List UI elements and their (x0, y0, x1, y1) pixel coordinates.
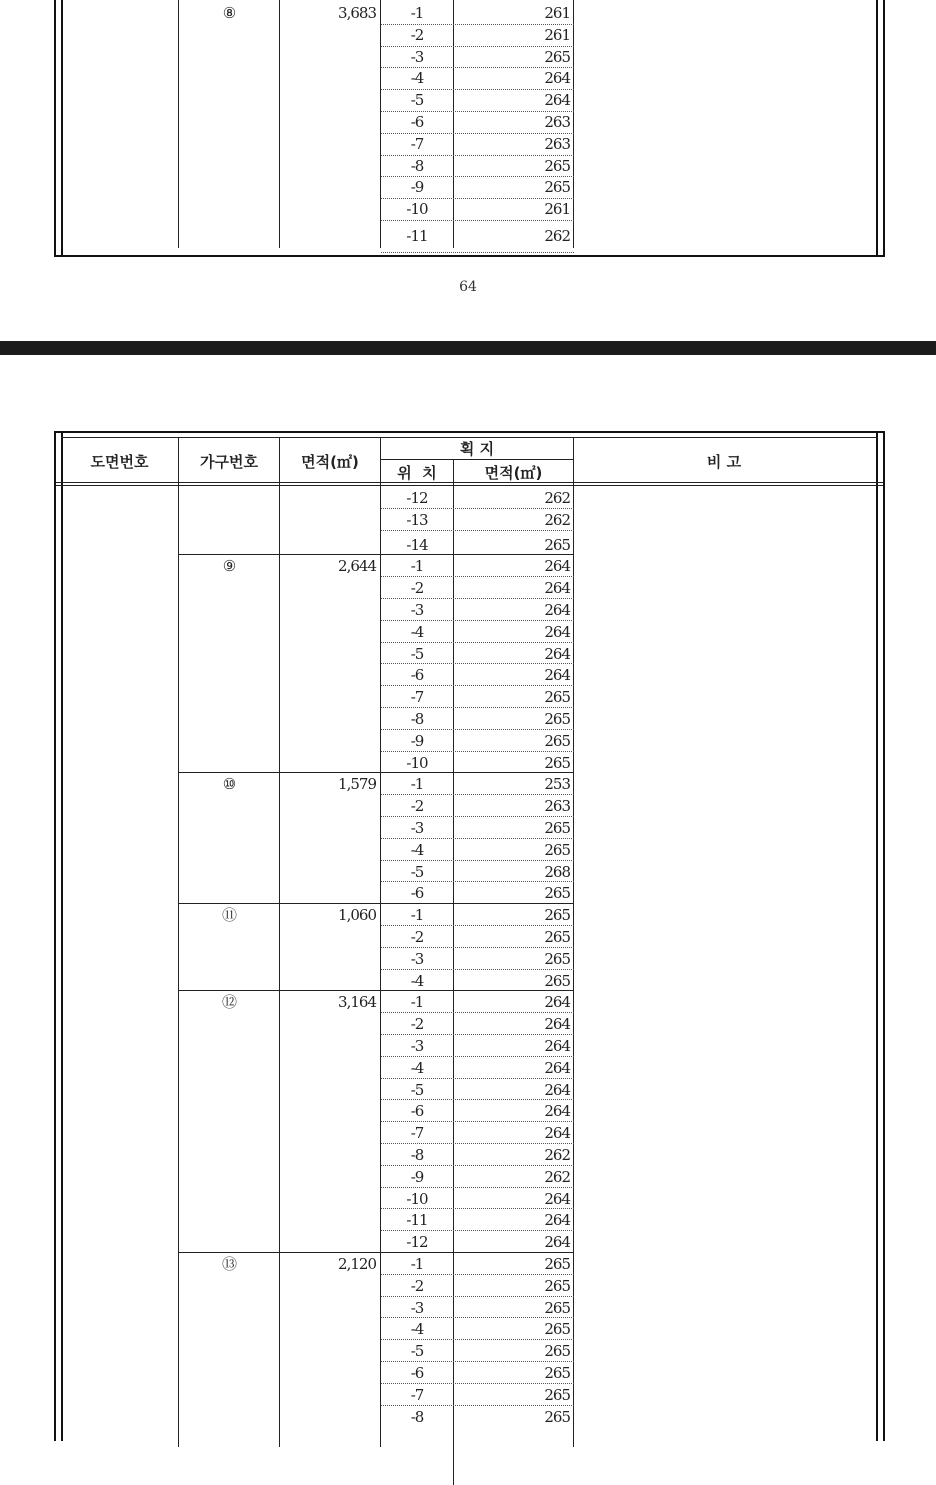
lot-position: -5 (410, 862, 424, 881)
lot-position: -5 (410, 1080, 424, 1099)
lot-area: 265 (544, 906, 570, 925)
lot-area: 265 (544, 1407, 570, 1426)
block-area: 1,060 (338, 906, 376, 925)
lot-position: -7 (410, 1124, 424, 1143)
lot-position: -1 (410, 775, 424, 794)
header-position: 위 치 (397, 464, 437, 482)
lot-position: -1 (410, 1255, 424, 1273)
lot-position: -2 (410, 579, 424, 598)
lot-area: 265 (544, 47, 570, 66)
lot-position: -3 (410, 47, 424, 66)
lot-position: -1 (410, 993, 424, 1012)
lot-position: -12 (406, 489, 428, 507)
lot-position: -2 (410, 797, 424, 816)
lot-area: 262 (544, 510, 570, 529)
lot-position: -3 (410, 1298, 424, 1317)
lot-position: -8 (410, 1146, 424, 1164)
lot-area: 264 (544, 1124, 570, 1143)
lot-area: 265 (544, 753, 570, 772)
lot-area: 262 (544, 1167, 570, 1186)
block-area: 3,164 (338, 993, 376, 1012)
lot-area: 264 (544, 622, 570, 641)
lot-position: -9 (410, 1167, 424, 1186)
lot-area: 262 (544, 1146, 570, 1164)
lot-position: -6 (410, 1364, 424, 1382)
lot-area: 265 (544, 949, 570, 968)
lot-area: 265 (544, 731, 570, 750)
lot-area: 262 (544, 227, 570, 245)
row-separator (381, 530, 574, 531)
table-inner-border-left (61, 0, 63, 255)
lot-position: -4 (410, 840, 424, 859)
block-number: ⑧ (222, 4, 236, 22)
lot-area: 264 (544, 1233, 570, 1252)
lot-area: 264 (544, 601, 570, 619)
lot-table (54, 431, 885, 1441)
row-separator (381, 220, 574, 221)
lot-position: -4 (410, 1320, 424, 1339)
page-break-bar (0, 341, 936, 355)
lot-area: 264 (544, 1102, 570, 1121)
lot-position: -4 (410, 69, 424, 88)
block-number: ⑨ (222, 557, 236, 576)
lot-area: 264 (544, 69, 570, 88)
column-divider (573, 0, 574, 248)
column-divider (178, 437, 179, 1447)
lot-area: 264 (544, 1015, 570, 1034)
lot-area: 265 (544, 971, 570, 990)
lot-area: 265 (544, 710, 570, 728)
table-inner-border-right (876, 433, 878, 1441)
lot-area: 264 (544, 91, 570, 110)
lot-position: -6 (410, 113, 424, 131)
lot-position: -5 (410, 644, 424, 663)
header-area: 면적(㎡) (301, 453, 359, 471)
column-divider (279, 0, 280, 248)
lot-position: -5 (410, 91, 424, 110)
lot-position: -4 (410, 971, 424, 990)
block-number: ⑩ (222, 775, 236, 794)
lot-position: -14 (406, 535, 428, 554)
lot-position: -7 (410, 688, 424, 707)
block-number: ⑬ (221, 1255, 236, 1273)
lot-position: -6 (410, 666, 424, 685)
header-remarks: 비 고 (706, 453, 742, 471)
lot-area: 265 (544, 688, 570, 707)
lot-area: 265 (544, 1364, 570, 1382)
row-separator (381, 252, 574, 253)
lot-area: 261 (544, 4, 570, 22)
lot-area: 261 (544, 200, 570, 219)
lot-area: 264 (544, 993, 570, 1012)
header-map-number: 도면번호 (90, 453, 149, 471)
lot-area: 268 (544, 862, 570, 881)
table-fragment-page-64 (54, 0, 885, 257)
header-lot-group: 획 지 (459, 440, 495, 458)
column-divider (178, 0, 179, 248)
lot-area: 265 (544, 840, 570, 859)
lot-area: 265 (544, 819, 570, 837)
lot-position: -6 (410, 884, 424, 903)
block-area: 2,120 (338, 1255, 376, 1273)
lot-position: -2 (410, 25, 424, 44)
lot-position: -1 (410, 557, 424, 576)
lot-area: 262 (544, 489, 570, 507)
block-area: 1,579 (338, 775, 376, 794)
lot-position: -12 (406, 1233, 428, 1252)
lot-position: -10 (406, 753, 428, 772)
lot-position: -13 (406, 510, 428, 529)
lot-position: -2 (410, 1276, 424, 1295)
lot-position: -10 (406, 200, 428, 219)
lot-area: 263 (544, 134, 570, 153)
lot-area: 265 (544, 178, 570, 197)
lot-area: 264 (544, 1211, 570, 1230)
column-divider (279, 437, 280, 1447)
lot-area: 261 (544, 25, 570, 44)
lot-position: -6 (410, 1102, 424, 1121)
lot-area: 265 (544, 928, 570, 946)
lot-area: 264 (544, 1080, 570, 1099)
lot-position: -3 (410, 601, 424, 619)
lot-position: -1 (410, 906, 424, 925)
lot-area: 265 (544, 1320, 570, 1339)
lot-area: 253 (544, 775, 570, 794)
lot-area: 265 (544, 535, 570, 554)
lot-position: -8 (410, 710, 424, 728)
lot-position: -9 (410, 178, 424, 197)
lot-area: 264 (544, 1058, 570, 1077)
lot-area: 263 (544, 113, 570, 131)
block-area: 2,644 (338, 557, 376, 576)
block-number: ⑫ (221, 993, 236, 1012)
lot-area: 265 (544, 1342, 570, 1361)
lot-area: 264 (544, 644, 570, 663)
lot-area: 264 (544, 557, 570, 576)
lot-area: 263 (544, 797, 570, 816)
table-inner-border-right (876, 0, 878, 255)
lot-area: 265 (544, 1255, 570, 1273)
lot-position: -4 (410, 1058, 424, 1077)
table-inner-border-left (61, 433, 63, 1441)
lot-position: -4 (410, 622, 424, 641)
lot-position: -11 (406, 227, 428, 245)
header-bottom-rule (56, 485, 883, 486)
lot-position: -7 (410, 1385, 424, 1404)
lot-area: 265 (544, 884, 570, 903)
lot-position: -10 (406, 1189, 428, 1208)
lot-position: -3 (410, 819, 424, 837)
lot-position: -2 (410, 1015, 424, 1034)
lot-position: -8 (410, 1407, 424, 1426)
lot-area: 265 (544, 1276, 570, 1295)
lot-position: -3 (410, 949, 424, 968)
lot-position: -1 (410, 4, 424, 22)
lot-area: 265 (544, 156, 570, 175)
lot-area: 264 (544, 666, 570, 685)
lot-area: 265 (544, 1385, 570, 1404)
lot-position: -5 (410, 1342, 424, 1361)
header-block-number: 가구번호 (200, 453, 258, 471)
lot-position: -8 (410, 156, 424, 175)
lot-area: 265 (544, 1298, 570, 1317)
header-lot-area: 면적(㎡) (484, 464, 543, 482)
lot-position: -7 (410, 134, 424, 153)
block-number: ⑪ (221, 906, 236, 925)
lot-position: -11 (406, 1211, 428, 1230)
lot-area: 264 (544, 579, 570, 598)
header-subgroup-rule (380, 459, 574, 460)
lot-area: 264 (544, 1189, 570, 1208)
lot-position: -3 (410, 1037, 424, 1055)
block-area: 3,683 (338, 4, 376, 22)
lot-position: -2 (410, 928, 424, 946)
lot-area: 264 (544, 1037, 570, 1055)
page-number: 64 (459, 279, 477, 295)
lot-position: -9 (410, 731, 424, 750)
